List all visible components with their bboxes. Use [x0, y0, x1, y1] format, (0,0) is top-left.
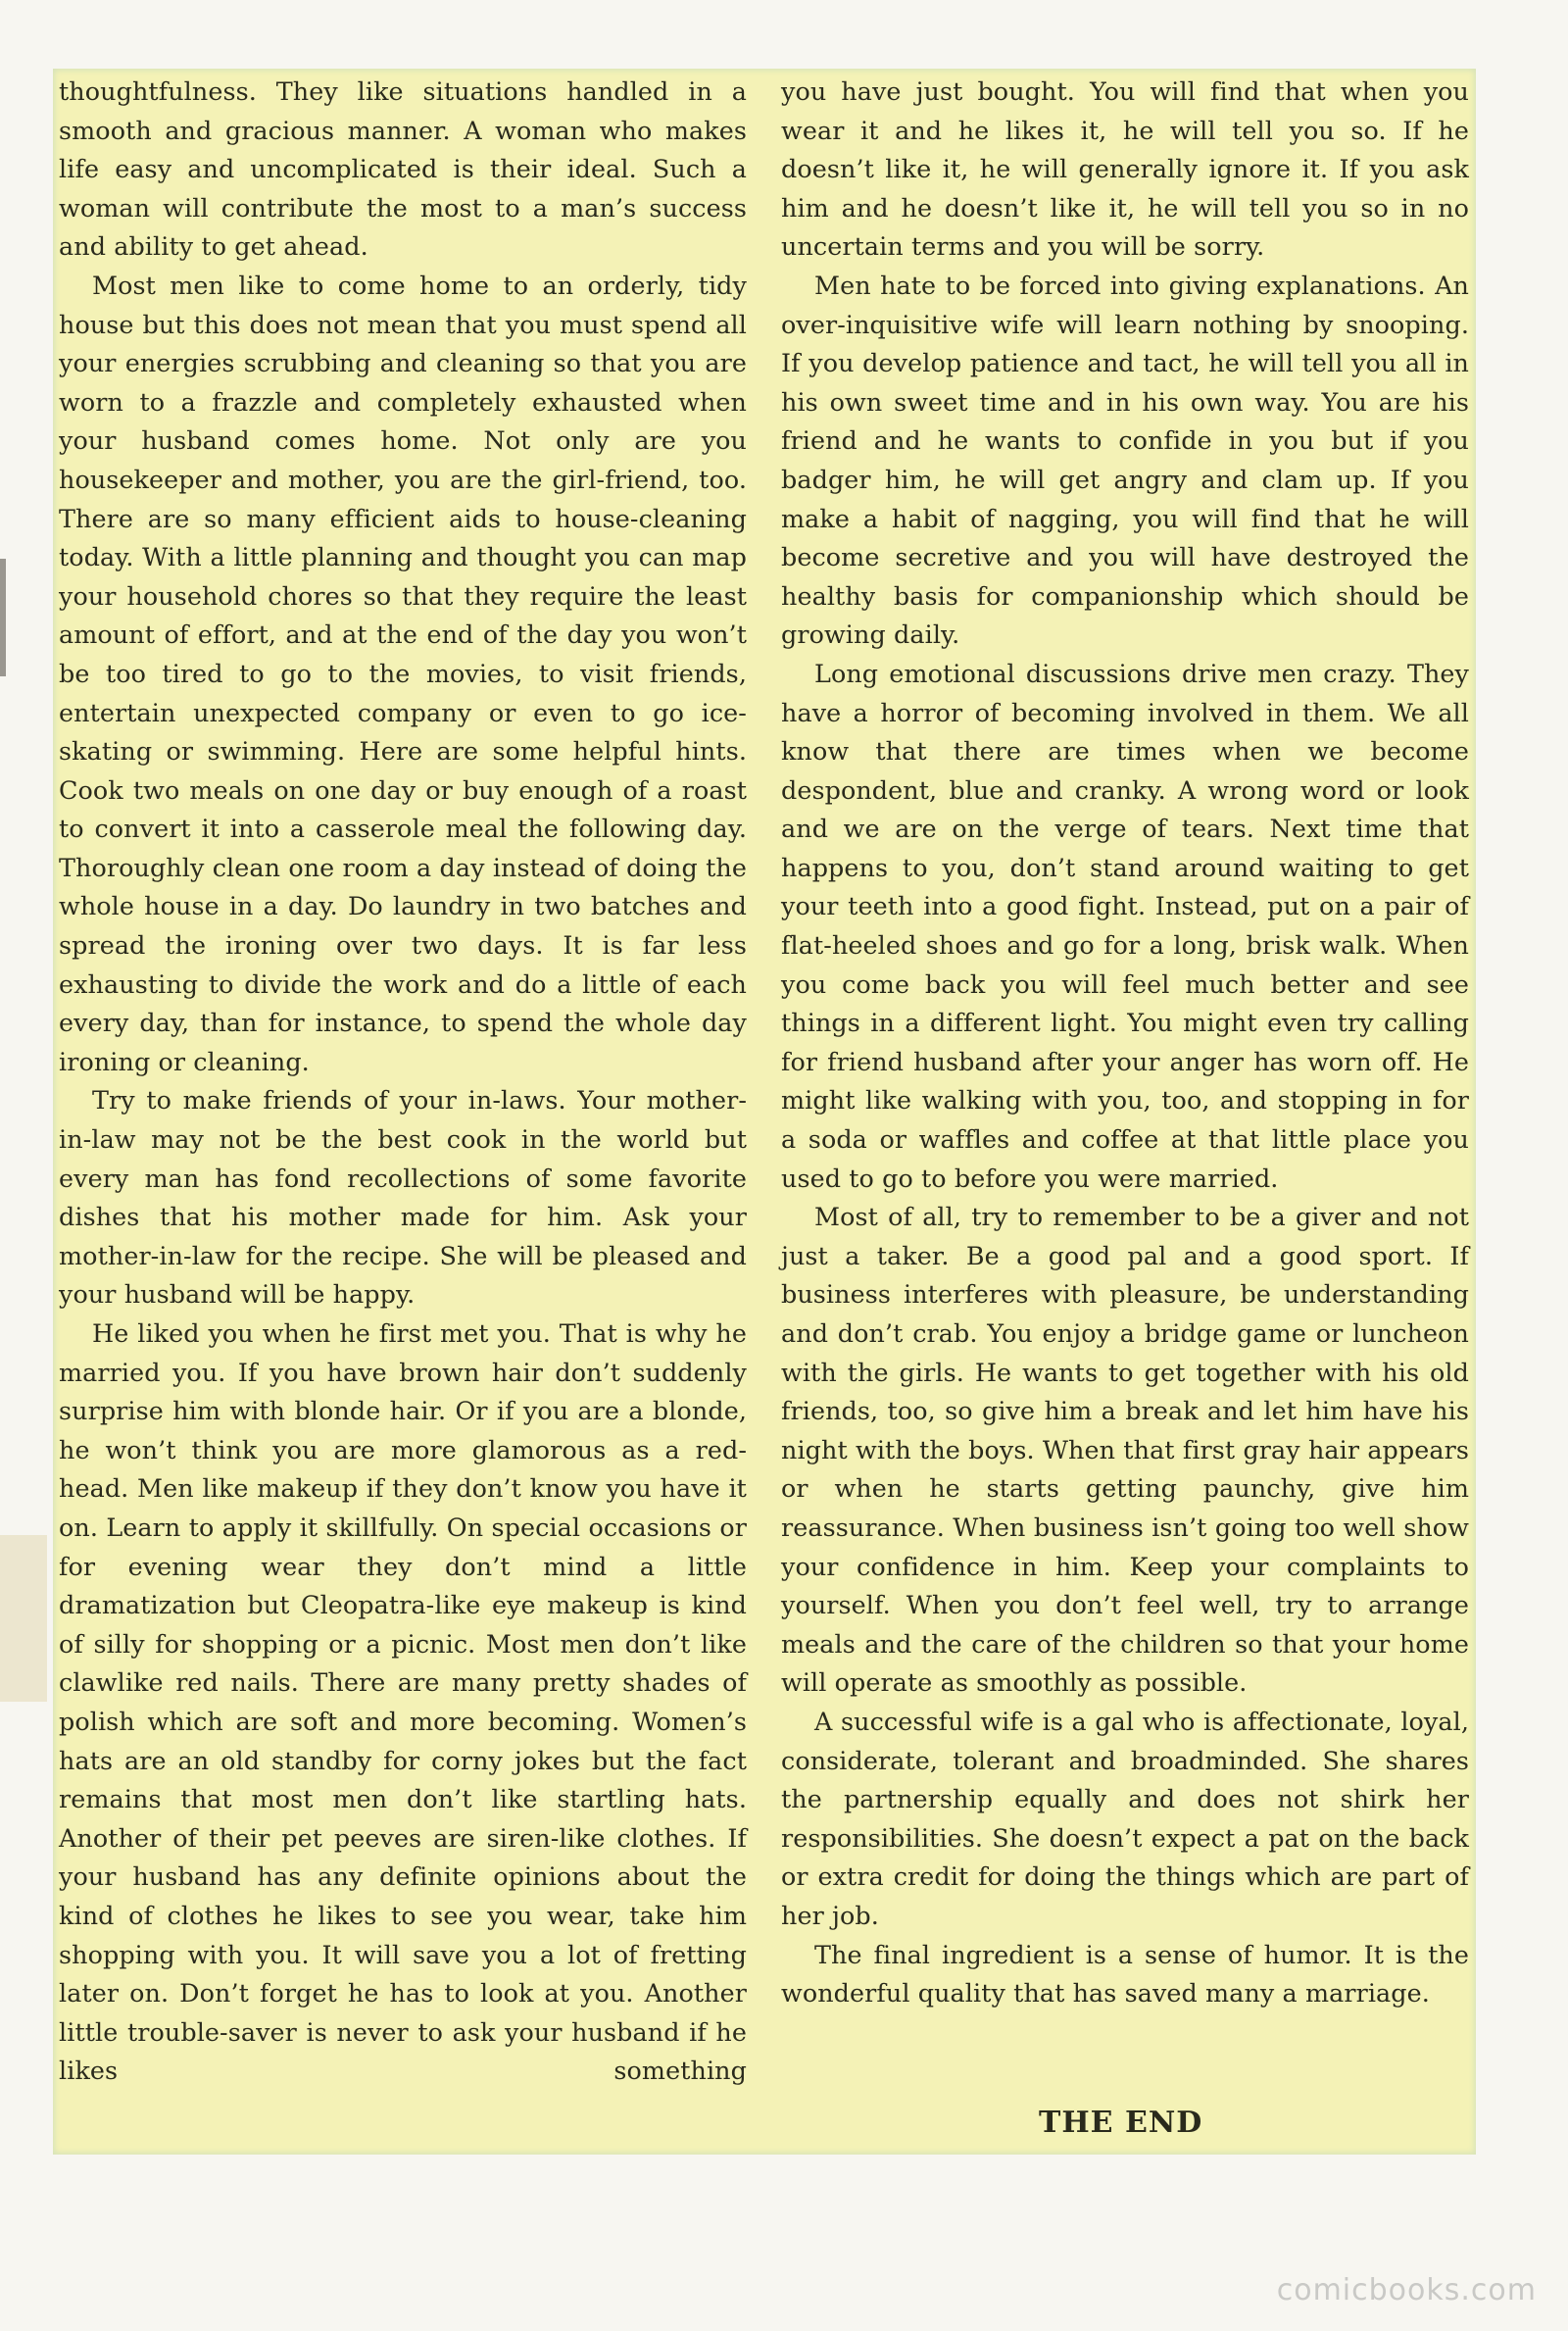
page-edge-tab: [0, 1535, 47, 1702]
right-text-column: [781, 73, 1469, 2013]
paragraph: thoughtfulness. They like situations handled in a smooth and gracious manner. A woman who makes life easy and uncomplicated is their ideal. Such a woman will contribute the most to a man’s success and ability to get ahead.: [59, 76, 747, 262]
paragraph: The final ingredient is a sense of humor. It is the wonderful quality that has saved many a marriage.: [781, 1939, 1469, 2009]
left-text-column: [59, 73, 747, 2091]
paragraph: He liked you when he first met you. That is why he married you. If you have brown hair don’t suddenly surprise him with blonde hair. Or if you are a blonde, he won’t think you are more glamorous as a red-head. Men like makeup if they don’t know you have it on. Learn to apply it skillfully. On special occasions or for evening wear they don’t mind a little dramatization but Cleopatra-like eye makeup is kind of silly for shopping or a picnic. Most men don’t like clawlike red nails. There are many pretty shades of polish which are soft and more becoming. Women’s hats are an old standby for corny jokes but the fact remains that most men don’t like startling hats. Another of their pet peeves are siren-like clothes. If your husband has any definite opinions about the kind of clothes he likes to see you wear, take him shopping with you. It will save you a lot of fretting later on. Don’t forget he has to look at you. Another little trouble-saver is never to ask your husband if he likes something: [59, 1318, 747, 2086]
paragraph: you have just bought. You will find that when you wear it and he likes it, he will tell you so. If he doesn’t like it, he will generally ignore it. If you ask him and he doesn’t like it, he will tell you so in no uncertain terms and you will be sorry.: [781, 76, 1469, 262]
page-edge-mark: [0, 559, 6, 676]
paragraph: Try to make friends of your in-laws. Your mother-in-law may not be the best cook in the world but every man has fond recollections of some favorite dishes that his mother made for him. Ask your mother-in-law for the recipe. She will be pleased and your husband will be happy.: [59, 1085, 747, 1310]
end-label: THE END: [1039, 2106, 1203, 2140]
paragraph: Most of all, try to remember to be a giver and not just a taker. Be a good pal and a good sport. If business interferes with pleasure, be understanding and don’t crab. You enjoy a bridge game or luncheon with the girls. He wants to get together with his old friends, too, so give him a break and let him have his night with the boys. When that first gray hair appears or when he starts getting paunchy, give him reassurance. When business isn’t going too well show your confidence in him. Keep your complaints to yourself. When you don’t feel well, try to arrange meals and the care of the children so that your home will operate as smoothly as possible.: [781, 1202, 1469, 1698]
paragraph: Most men like to come home to an orderly, tidy house but this does not mean that you must spend all your energies scrubbing and cleaning so that you are worn to a frazzle and completely exhausted when your husband comes home. Not only are you housekeeper and mother, you are the girl-friend, too. There are so many efficient aids to house-cleaning today. With a little planning and thought you can map your household chores so that they require the least amount of effort, and at the end of the day you won’t be too tired to go to the movies, to visit friends, entertain unexpected company or even to go ice-skating or swimming. Here are some helpful hints. Cook two meals on one day or buy enough of a roast to convert it into a casserole meal the following day. Thoroughly clean one room a day instead of doing the whole house in a day. Do laundry in two batches and spread the ironing over two days. It is far less exhausting to divide the work and do a little of each every day, than for instance, to spend the whole day ironing or cleaning.: [59, 270, 747, 1076]
paragraph: A successful wife is a gal who is affectionate, loyal, considerate, tolerant and broadminded. She shares the partnership equally and does not shirk her responsibilities. She doesn’t expect a pat on the back or extra credit for doing the things which are part of her job.: [781, 1706, 1469, 1930]
paragraph: Men hate to be forced into giving explanations. An over-inquisitive wife will learn nothing by snooping. If you develop patience and tact, he will tell you all in his own sweet time and in his own way. You are his friend and he wants to confide in you but if you badger him, he will get angry and clam up. If you make a habit of nagging, you will find that he will become secretive and you will have destroyed the healthy basis for companionship which should be growing daily.: [781, 270, 1469, 650]
paragraph: Long emotional discussions drive men crazy. They have a horror of becoming involved in them. We all know that there are times when we become despondent, blue and cranky. A wrong word or look and we are on the verge of tears. Next time that happens to you, don’t stand around waiting to get your teeth into a good fight. Instead, put on a pair of flat-heeled shoes and go for a long, brisk walk. When you come back you will feel much better and see things in a different light. You might even try calling for friend husband after your anger has worn off. He might like walking with you, too, and stopping in for a soda or waffles and coffee at that little place you used to go to before you were married.: [781, 658, 1469, 1193]
watermark: comicbooks.com: [1276, 2273, 1537, 2307]
